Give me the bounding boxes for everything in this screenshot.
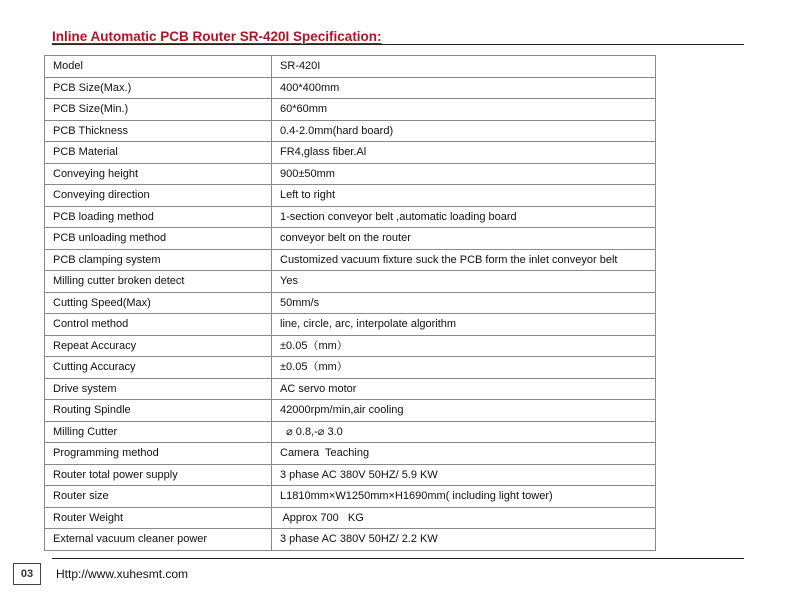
spec-label: Routing Spindle xyxy=(45,400,272,422)
spec-value: 50mm/s xyxy=(272,292,656,314)
spec-label: Conveying height xyxy=(45,163,272,185)
spec-label: PCB Material xyxy=(45,142,272,164)
spec-value: 3 phase AC 380V 50HZ/ 2.2 KW xyxy=(272,529,656,551)
page-number: 03 xyxy=(13,563,41,585)
spec-label: Router total power supply xyxy=(45,464,272,486)
spec-value: line, circle, arc, interpolate algorithm xyxy=(272,314,656,336)
table-row xyxy=(45,142,656,164)
spec-label: Router size xyxy=(45,486,272,508)
table-row xyxy=(45,56,656,78)
spec-label: Cutting Speed(Max) xyxy=(45,292,272,314)
spec-value: ⌀ 0.8,-⌀ 3.0 xyxy=(272,421,656,443)
spec-label: Model xyxy=(45,56,272,78)
spec-value: FR4,glass fiber.Al xyxy=(272,142,656,164)
spec-label: Conveying direction xyxy=(45,185,272,207)
spec-value: Customized vacuum fixture suck the PCB form the inlet conveyor belt xyxy=(272,249,656,271)
spec-value: 42000rpm/min,air cooling xyxy=(272,400,656,422)
spec-value: L1810mm×W1250mm×H1690mm( including light tower) xyxy=(272,486,656,508)
spec-label: Repeat Accuracy xyxy=(45,335,272,357)
spec-value: 400*400mm xyxy=(272,77,656,99)
spec-label: Control method xyxy=(45,314,272,336)
spec-value: Camera Teaching xyxy=(272,443,656,465)
table-row xyxy=(45,529,656,551)
spec-label: PCB Thickness xyxy=(45,120,272,142)
table-row xyxy=(45,185,656,207)
spec-label: Milling Cutter xyxy=(45,421,272,443)
spec-label: PCB Size(Max.) xyxy=(45,77,272,99)
spec-label: Drive system xyxy=(45,378,272,400)
spec-value: 1-section conveyor belt ,automatic loading board xyxy=(272,206,656,228)
spec-value: AC servo motor xyxy=(272,378,656,400)
table-row xyxy=(45,378,656,400)
spec-value: Yes xyxy=(272,271,656,293)
spec-label: Milling cutter broken detect xyxy=(45,271,272,293)
spec-value: 3 phase AC 380V 50HZ/ 5.9 KW xyxy=(272,464,656,486)
spec-label: Router Weight xyxy=(45,507,272,529)
table-row xyxy=(45,249,656,271)
spec-label: Programming method xyxy=(45,443,272,465)
spec-value: conveyor belt on the router xyxy=(272,228,656,250)
spec-value: Left to right xyxy=(272,185,656,207)
spec-value: 60*60mm xyxy=(272,99,656,121)
table-row xyxy=(45,357,656,379)
spec-table-body xyxy=(45,56,656,551)
table-row xyxy=(45,464,656,486)
top-divider xyxy=(52,44,744,45)
table-row xyxy=(45,292,656,314)
spec-value: ±0.05（mm） xyxy=(272,357,656,379)
table-row xyxy=(45,486,656,508)
table-row xyxy=(45,228,656,250)
spec-label: External vacuum cleaner power xyxy=(45,529,272,551)
website-link[interactable]: Http://www.xuhesmt.com xyxy=(56,567,189,581)
spec-value: 0.4-2.0mm(hard board) xyxy=(272,120,656,142)
table-row xyxy=(45,163,656,185)
spec-label: PCB Size(Min.) xyxy=(45,99,272,121)
table-row xyxy=(45,120,656,142)
spec-value: ±0.05（mm） xyxy=(272,335,656,357)
page-title: Inline Automatic PCB Router SR-420I Specification: xyxy=(52,29,382,44)
table-row xyxy=(45,77,656,99)
spec-label: Cutting Accuracy xyxy=(45,357,272,379)
table-row xyxy=(45,314,656,336)
spec-label: PCB clamping system xyxy=(45,249,272,271)
table-row xyxy=(45,507,656,529)
table-row xyxy=(45,421,656,443)
spec-label: PCB unloading method xyxy=(45,228,272,250)
spec-value: SR-420I xyxy=(272,56,656,78)
table-row xyxy=(45,400,656,422)
bottom-divider xyxy=(52,558,744,559)
spec-table xyxy=(44,55,656,551)
spec-value: 900±50mm xyxy=(272,163,656,185)
spec-value: Approx 700 KG xyxy=(272,507,656,529)
spec-label: PCB loading method xyxy=(45,206,272,228)
table-row xyxy=(45,99,656,121)
table-row xyxy=(45,443,656,465)
table-row xyxy=(45,271,656,293)
table-row xyxy=(45,206,656,228)
table-row xyxy=(45,335,656,357)
